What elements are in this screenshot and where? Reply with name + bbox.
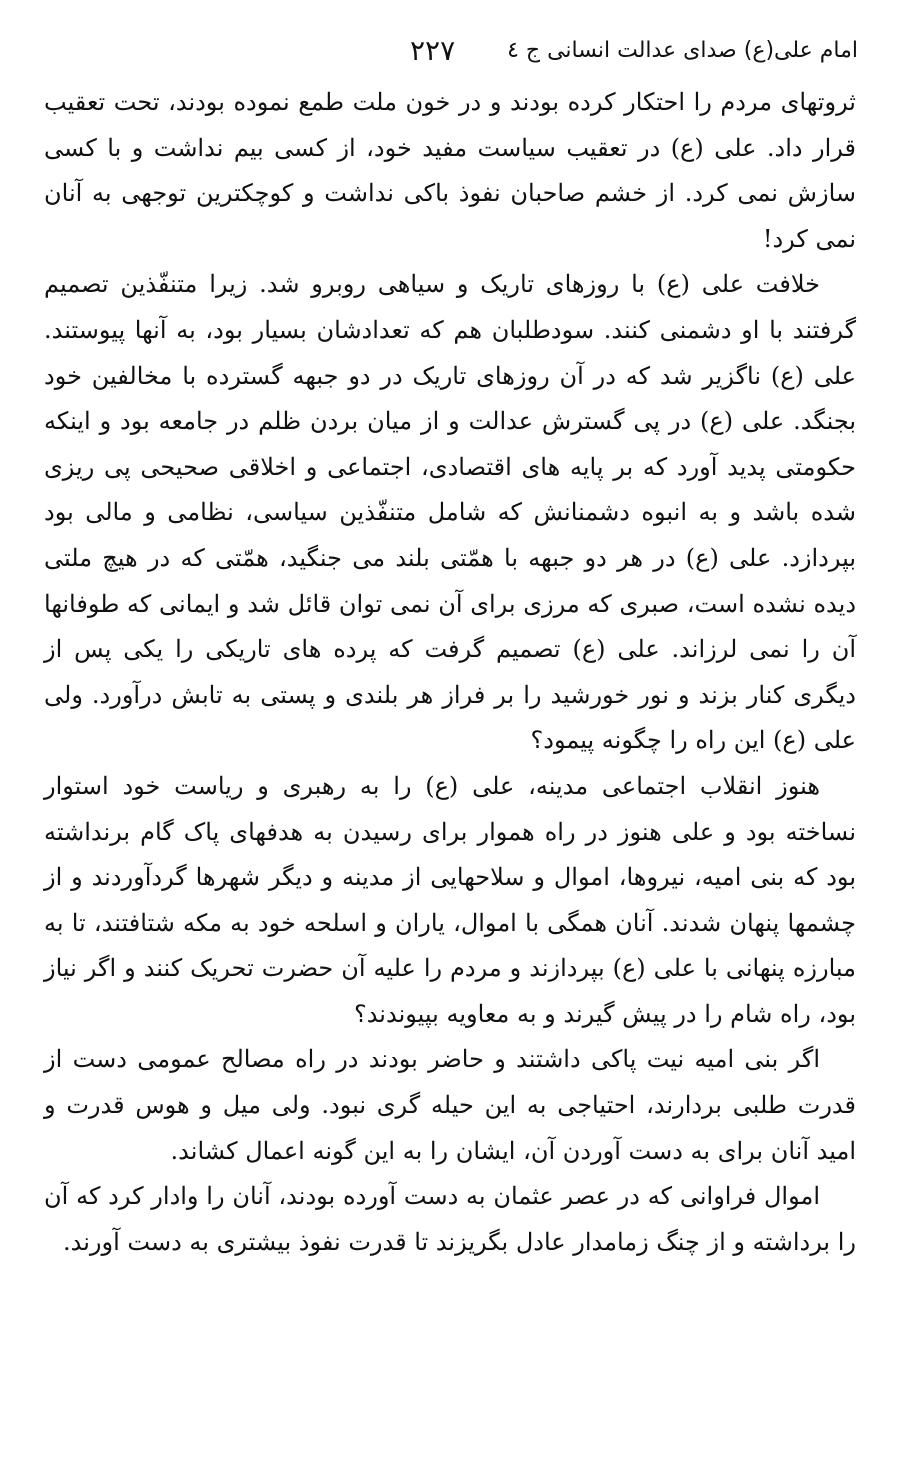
paragraph: هنوز انقلاب اجتماعی مدینه، علی (ع) را به رهبری و ریاست خود استوار نساخته بود و علی هنوز در راه هموار برای رسیدن به هدفهای پاک گام برنداشته بود که بنی امیه، نیروها، اموال و سلاحهایی از مدینه و دیگر شهرها گردآوردند و از چشمها پنهان شدند. آنان همگی با اموال، یاران و اسلحه خود به مکه شتافتند، تا به مبارزه پنهانی با علی (ع) بپردازند و مردم را علیه آن حضرت تحریک کنند و اگر نیاز بود، راه شام را در پیش گیرند و به معاویه بپیوندند؟ (44, 771, 856, 1028)
paragraph-continued: ثروتهای مردم را احتکار کرده بودند و در خون ملت طمع نموده بودند، تحت تعقیب قرار داد. علی (ع) در تعقیب سیاست مفید خود، از کسی بیم نداشت و با کسی سازش نمی کرد. از خشم صاحبان نفوذ باکی نداشت و کوچکترین توجهی به آنان نمی کرد! (44, 88, 856, 253)
paragraph: اگر بنی امیه نیت پاکی داشتند و حاضر بودند در راه مصالح عمومی دست از قدرت طلبی بردارند، احتیاجی به این حیله گری نبود. ولی میل و هوس قدرت و امید آنان برای به دست آوردن آن، ایشان را به این گونه اعمال کشاند. (44, 1045, 856, 1165)
running-title: امام علی(ع) صدای عدالت انسانی ج ٤ (507, 38, 858, 63)
page-body (44, 80, 856, 1265)
paragraph: اموال فراوانی که در عصر عثمان به دست آورده بودند، آنان را وادار کرد که آن را برداشته و از چنگ زمامدار عادل بگریزند تا قدرت نفوذ بیشتری به دست آورند. (44, 1182, 856, 1256)
page-header (40, 34, 858, 74)
paragraph: خلافت علی (ع) با روزهای تاریک و سیاهی روبرو شد. زیرا متنفّذین تصمیم گرفتند با او دشمنی کنند. سودطلبان هم که تعدادشان بسیار بود، به آنها پیوستند. علی (ع) ناگزیر شد که در آن روزهای تاریک در دو جبهه گسترده با مخالفین خود بجنگد. علی (ع) در پی گسترش عدالت و از میان بردن ظلم در جامعه بود و اینکه حکومتی پدید آورد که بر پایه های اقتصادی، اجتماعی و اخلاقی صحیحی پی ریزی شده باشد و به انبوه دشمنانش که شامل متنفّذین سیاسی، نظامی و مالی بود بپردازد. علی (ع) در هر دو جبهه با همّتی بلند می جنگید، همّتی که در هیچ ملتی دیده نشده است، صبری که مرزی برای آن نمی توان قائل شد و ایمانی که طوفانها آن را نمی لرزاند. علی (ع) تصمیم گرفت که پرده های تاریکی را یکی پس از دیگری کنار بزند و نور خورشید را بر فراز هر بلندی و پستی به تابش درآورد. ولی علی (ع) این راه را چگونه پیمود؟ (44, 270, 857, 755)
page-number: ۲۲۷ (410, 34, 456, 67)
